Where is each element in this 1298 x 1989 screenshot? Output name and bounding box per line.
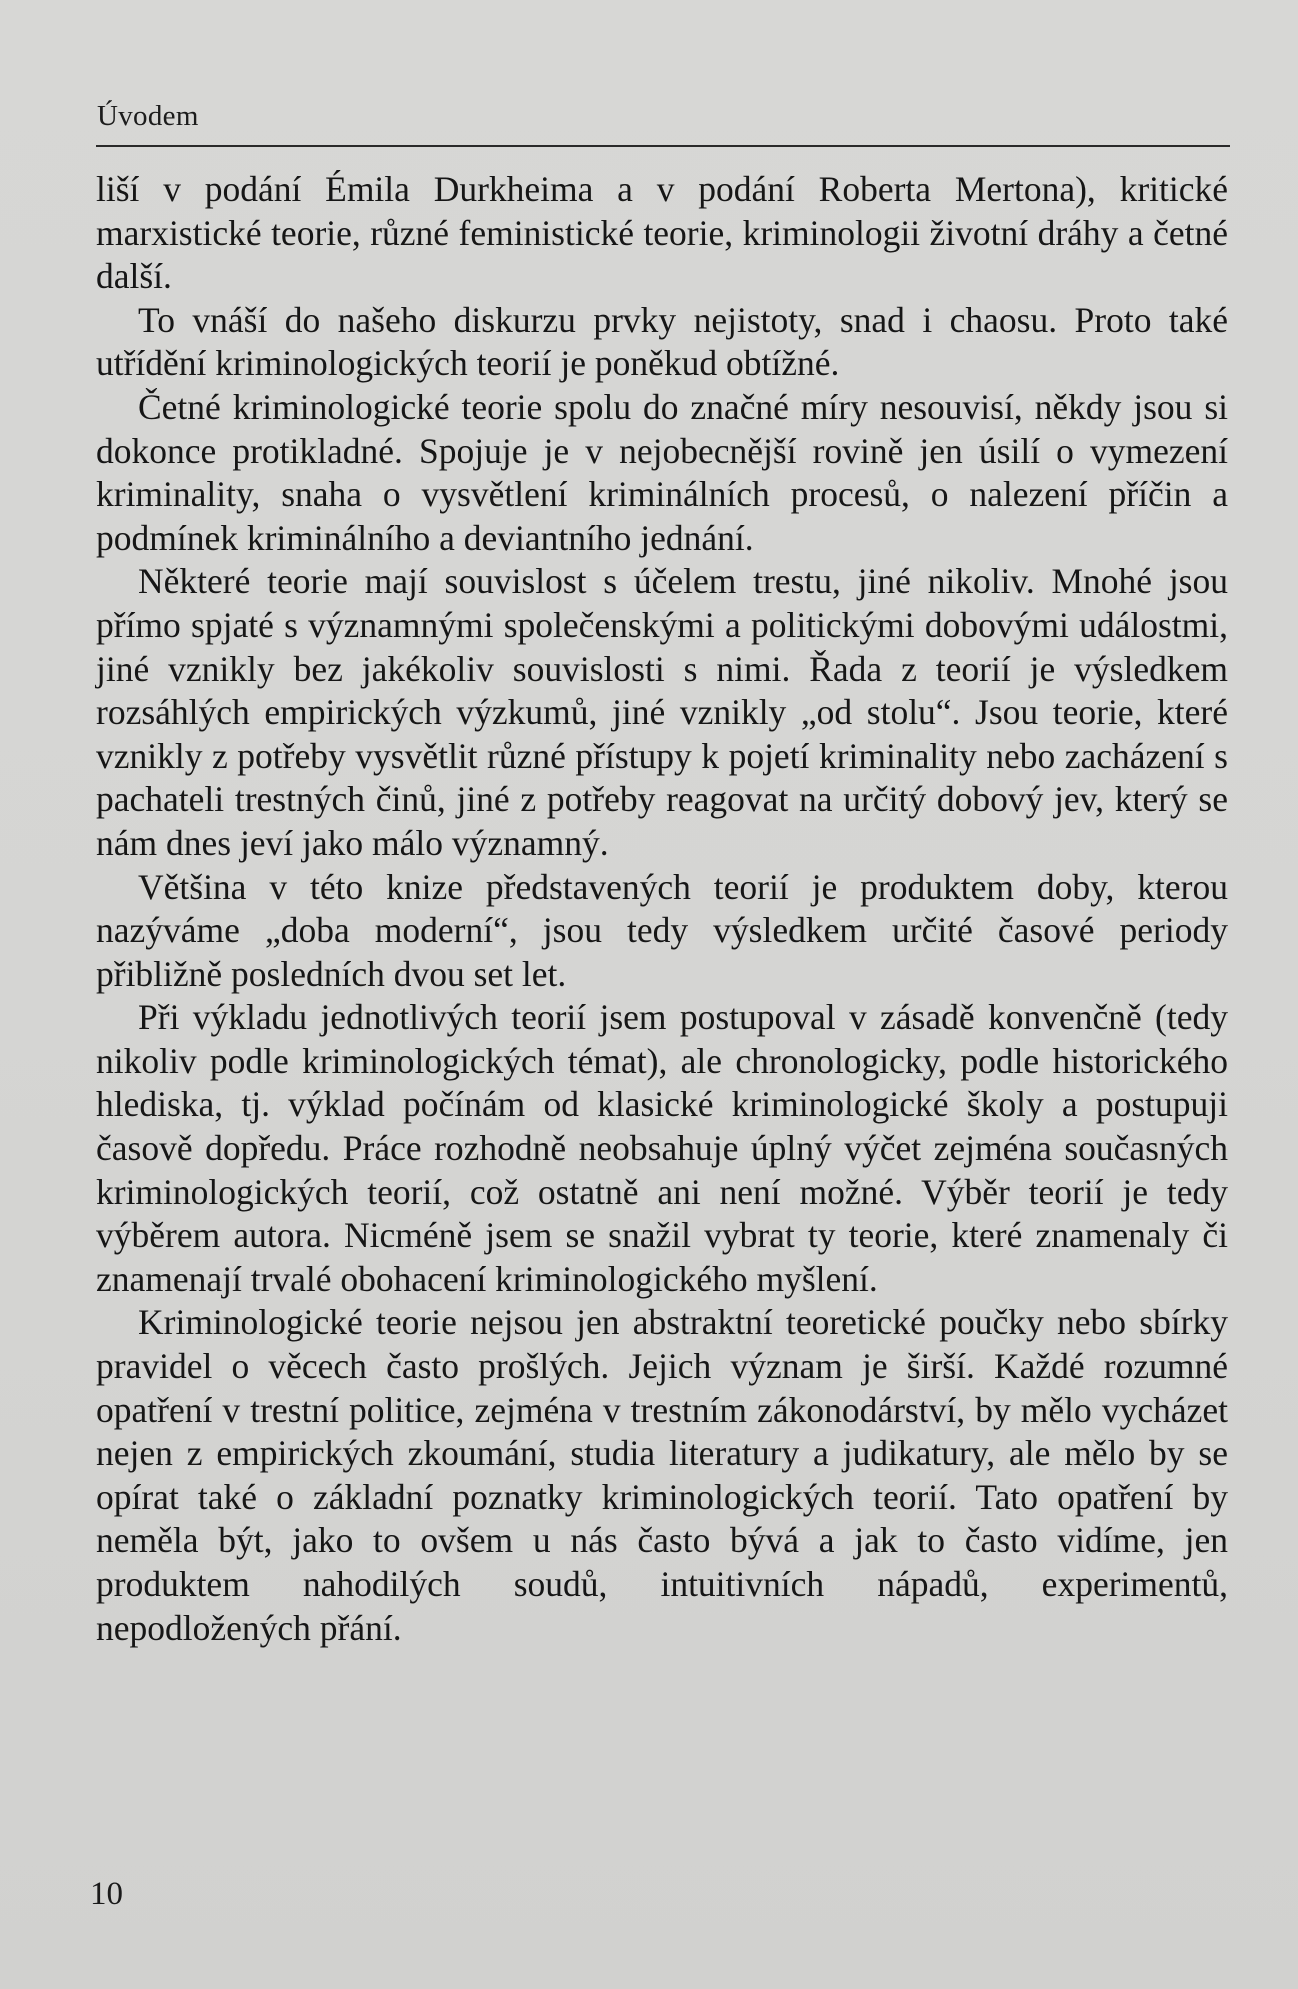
paragraph-3: Četné kriminologické teorie spolu do značné míry nesouvisí, někdy jsou si dokonce protikladné. Spojuje je v nejobecnější rovině jen úsilí o vymezení kriminality, snaha o vysvětlení kriminálních procesů, o nalezení příčin a podmínek kriminálního a deviantního jednání. xyxy=(96,386,1228,558)
paragraph-4: Některé teorie mají souvislost s účelem trestu, jiné nikoliv. Mnohé jsou přímo spjaté s významnými společenskými a politickými dobovými událostmi, jiné vznikly bez jakékoliv souvislosti s nimi. Řada z teorií je výsledkem rozsáhlých empirických výzkumů, jiné vznikly „od stolu“. Jsou teorie, které vznikly z potřeby vysvětlit různé přístupy k pojetí kriminality nebo zacházení s pachateli trestných činů, jiné z potřeby reagovat na určitý dobový jev, který se nám dnes jeví jako málo významný. xyxy=(96,561,1228,863)
paragraph-7: Kriminologické teorie nejsou jen abstraktní teoretické poučky nebo sbírky pravidel o věcech často prošlých. Jejich význam je širší. Každé rozumné opatření v trestní politice, zejména v trestním zákonodárství, by mělo vycházet nejen z empirických zkoumání, studia literatury a judikatury, ale mělo by se opírat také o základní poznatky kriminologických teorií. Tato opatření by neměla být, jako to ovšem u nás často bývá a jak to často vidíme, jen produktem nahodilých soudů, intuitivních nápadů, experimentů, nepodložených přání. xyxy=(96,1302,1228,1648)
header-rule xyxy=(96,145,1230,147)
paragraph-5: Většina v této knize představených teorií je produktem doby, kterou nazýváme „doba moderní“, jsou tedy výsledkem určité časové periody přibližně posledních dvou set let. xyxy=(96,866,1228,994)
page-number: 10 xyxy=(90,1876,123,1912)
running-head: Úvodem xyxy=(97,100,199,132)
paragraph-6: Při výkladu jednotlivých teorií jsem postupoval v zásadě konvenčně (tedy nikoliv podle kriminologických témat), ale chronologicky, podle historického hlediska, tj. výklad počínám od klasické kriminologické školy a postupuji časově dopředu. Práce rozhodně neobsahuje úplný výčet zejména současných kriminologických teorií, což ostatně ani není možné. Výběr teorií je tedy výběrem autora. Nicméně jsem se snažil vybrat ty teorie, které znamenaly či znamenají trvalé obohacení kriminologického myšlení. xyxy=(96,997,1228,1299)
body-text xyxy=(96,168,1228,1650)
paragraph-2: To vnáší do našeho diskurzu prvky nejistoty, snad i chaosu. Proto také utřídění kriminologických teorií je poněkud obtížné. xyxy=(96,299,1228,384)
paragraph-1: liší v podání Émila Durkheima a v podání Roberta Mertona), kritické marxistické teorie, různé feministické teorie, kriminologii životní dráhy a četné další. xyxy=(96,169,1228,297)
